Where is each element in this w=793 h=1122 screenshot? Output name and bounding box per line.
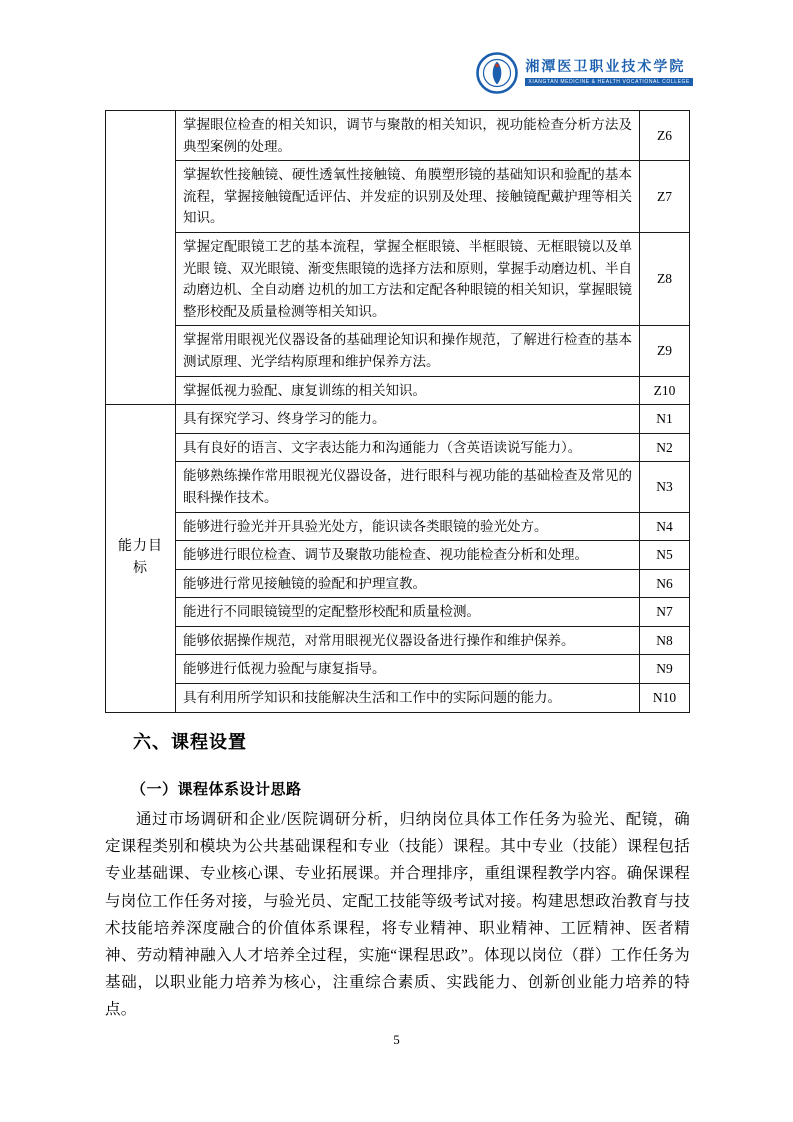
objective-code: N7 (640, 598, 690, 627)
objective-text: 能够进行验光并开具验光处方，能识读各类眼镜的验光处方。 (176, 512, 640, 541)
table-row (106, 405, 690, 434)
objective-code: Z7 (640, 161, 690, 233)
table-row (106, 655, 690, 684)
table-row (106, 326, 690, 376)
objective-code: N5 (640, 541, 690, 570)
objective-code: Z6 (640, 111, 690, 161)
table-row (106, 569, 690, 598)
objective-text: 能够进行眼位检查、调节及聚散功能检查、视功能检查分析和处理。 (176, 541, 640, 570)
objective-code: N8 (640, 626, 690, 655)
objective-code: N9 (640, 655, 690, 684)
objective-text: 掌握低视力验配、康复训练的相关知识。 (176, 376, 640, 405)
objective-code: N10 (640, 684, 690, 713)
objective-text: 具有利用所学知识和技能解决生活和工作中的实际问题的能力。 (176, 684, 640, 713)
table-row (106, 462, 690, 512)
body-paragraph: 通过市场调研和企业/医院调研分析，归纳岗位具体工作任务为验光、配镜，确定课程类别和模块为公共基础课程和专业（技能）课程。其中专业（技能）课程包括专业基础课、专业核心课、专业拓展课。并合理排序，重组课程教学内容。确保课程与岗位工作任务对接，与验光员、定配工技能等级考试对接。构建思想政治教育与技术技能培养深度融合的价值体系课程，将专业精神、职业精神、工匠精神、医者精神、劳动精神融入人才培养全过程，实施“课程思政”。体现以岗位（群）工作任务为基础，以职业能力培养为核心，注重综合素质、实践能力、创新创业能力培养的特点。 (105, 811, 690, 1019)
objective-text: 掌握常用眼视光仪器设备的基础理论知识和操作规范，了解进行检查的基本测试原理、光学结构原理和维护保养方法。 (176, 326, 640, 376)
table-label-ability-cell: 能力目标 (106, 405, 176, 713)
objective-text: 掌握眼位检查的相关知识，调节与聚散的相关知识，视功能检查分析方法及典型案例的处理。 (176, 111, 640, 161)
table-row (106, 111, 690, 161)
page-number: 5 (393, 1032, 400, 1047)
objective-text: 能进行不同眼镜镜型的定配整形校配和质量检测。 (176, 598, 640, 627)
objectives-table (105, 110, 690, 713)
college-logo (476, 52, 693, 94)
objective-text: 掌握软性接触镜、硬性透氧性接触镜、角膜塑形镜的基础知识和验配的基本流程，掌握接触镜配适评估、并发症的识别及处理、接触镜配戴护理等相关知识。 (176, 161, 640, 233)
objective-text: 能够熟练操作常用眼视光仪器设备，进行眼科与视功能的基础检查及常见的眼科操作技术。 (176, 462, 640, 512)
objective-code: N1 (640, 405, 690, 434)
objective-code: N4 (640, 512, 690, 541)
objective-code: Z9 (640, 326, 690, 376)
objective-code: Z8 (640, 232, 690, 325)
objective-code: N6 (640, 569, 690, 598)
college-logo-icon (476, 52, 518, 94)
table-row (106, 232, 690, 325)
table-row (106, 626, 690, 655)
table-row (106, 433, 690, 462)
objective-code: Z10 (640, 376, 690, 405)
table-row (106, 598, 690, 627)
section-subheading: （一）课程体系设计思路 (131, 782, 302, 798)
table-label-knowledge-cell (106, 111, 176, 405)
table-row (106, 161, 690, 233)
objective-text: 能够进行常见接触镜的验配和护理宣教。 (176, 569, 640, 598)
objective-code: N2 (640, 433, 690, 462)
college-name-cn: 湘潭医卫职业技术学院 (525, 59, 686, 75)
objective-text: 具有良好的语言、文字表达能力和沟通能力（含英语读说写能力）。 (176, 433, 640, 462)
objective-text: 能够依据操作规范，对常用眼视光仪器设备进行操作和维护保养。 (176, 626, 640, 655)
section-heading: 六、课程设置 (133, 732, 247, 752)
objective-text: 具有探究学习、终身学习的能力。 (176, 405, 640, 434)
objective-text: 能够进行低视力验配与康复指导。 (176, 655, 640, 684)
table-row (106, 684, 690, 713)
table-row (106, 541, 690, 570)
table-row (106, 376, 690, 405)
college-name-en: XIANGTAN MEDICINE & HEALTH VOCATIONAL COLLEGE (525, 78, 693, 86)
college-logo-text (525, 60, 693, 87)
objective-code: N3 (640, 462, 690, 512)
objective-text: 掌握定配眼镜工艺的基本流程，掌握全框眼镜、半框眼镜、无框眼镜以及单光眼 镜、双光眼镜、渐变焦眼镜的选择方法和原则，掌握手动磨边机、半自动磨边机、全自动磨 边机的加工方法和定配各种眼镜的相关知识，掌握眼镜整形校配及质量检测等相关知识。 (176, 232, 640, 325)
table-row (106, 512, 690, 541)
